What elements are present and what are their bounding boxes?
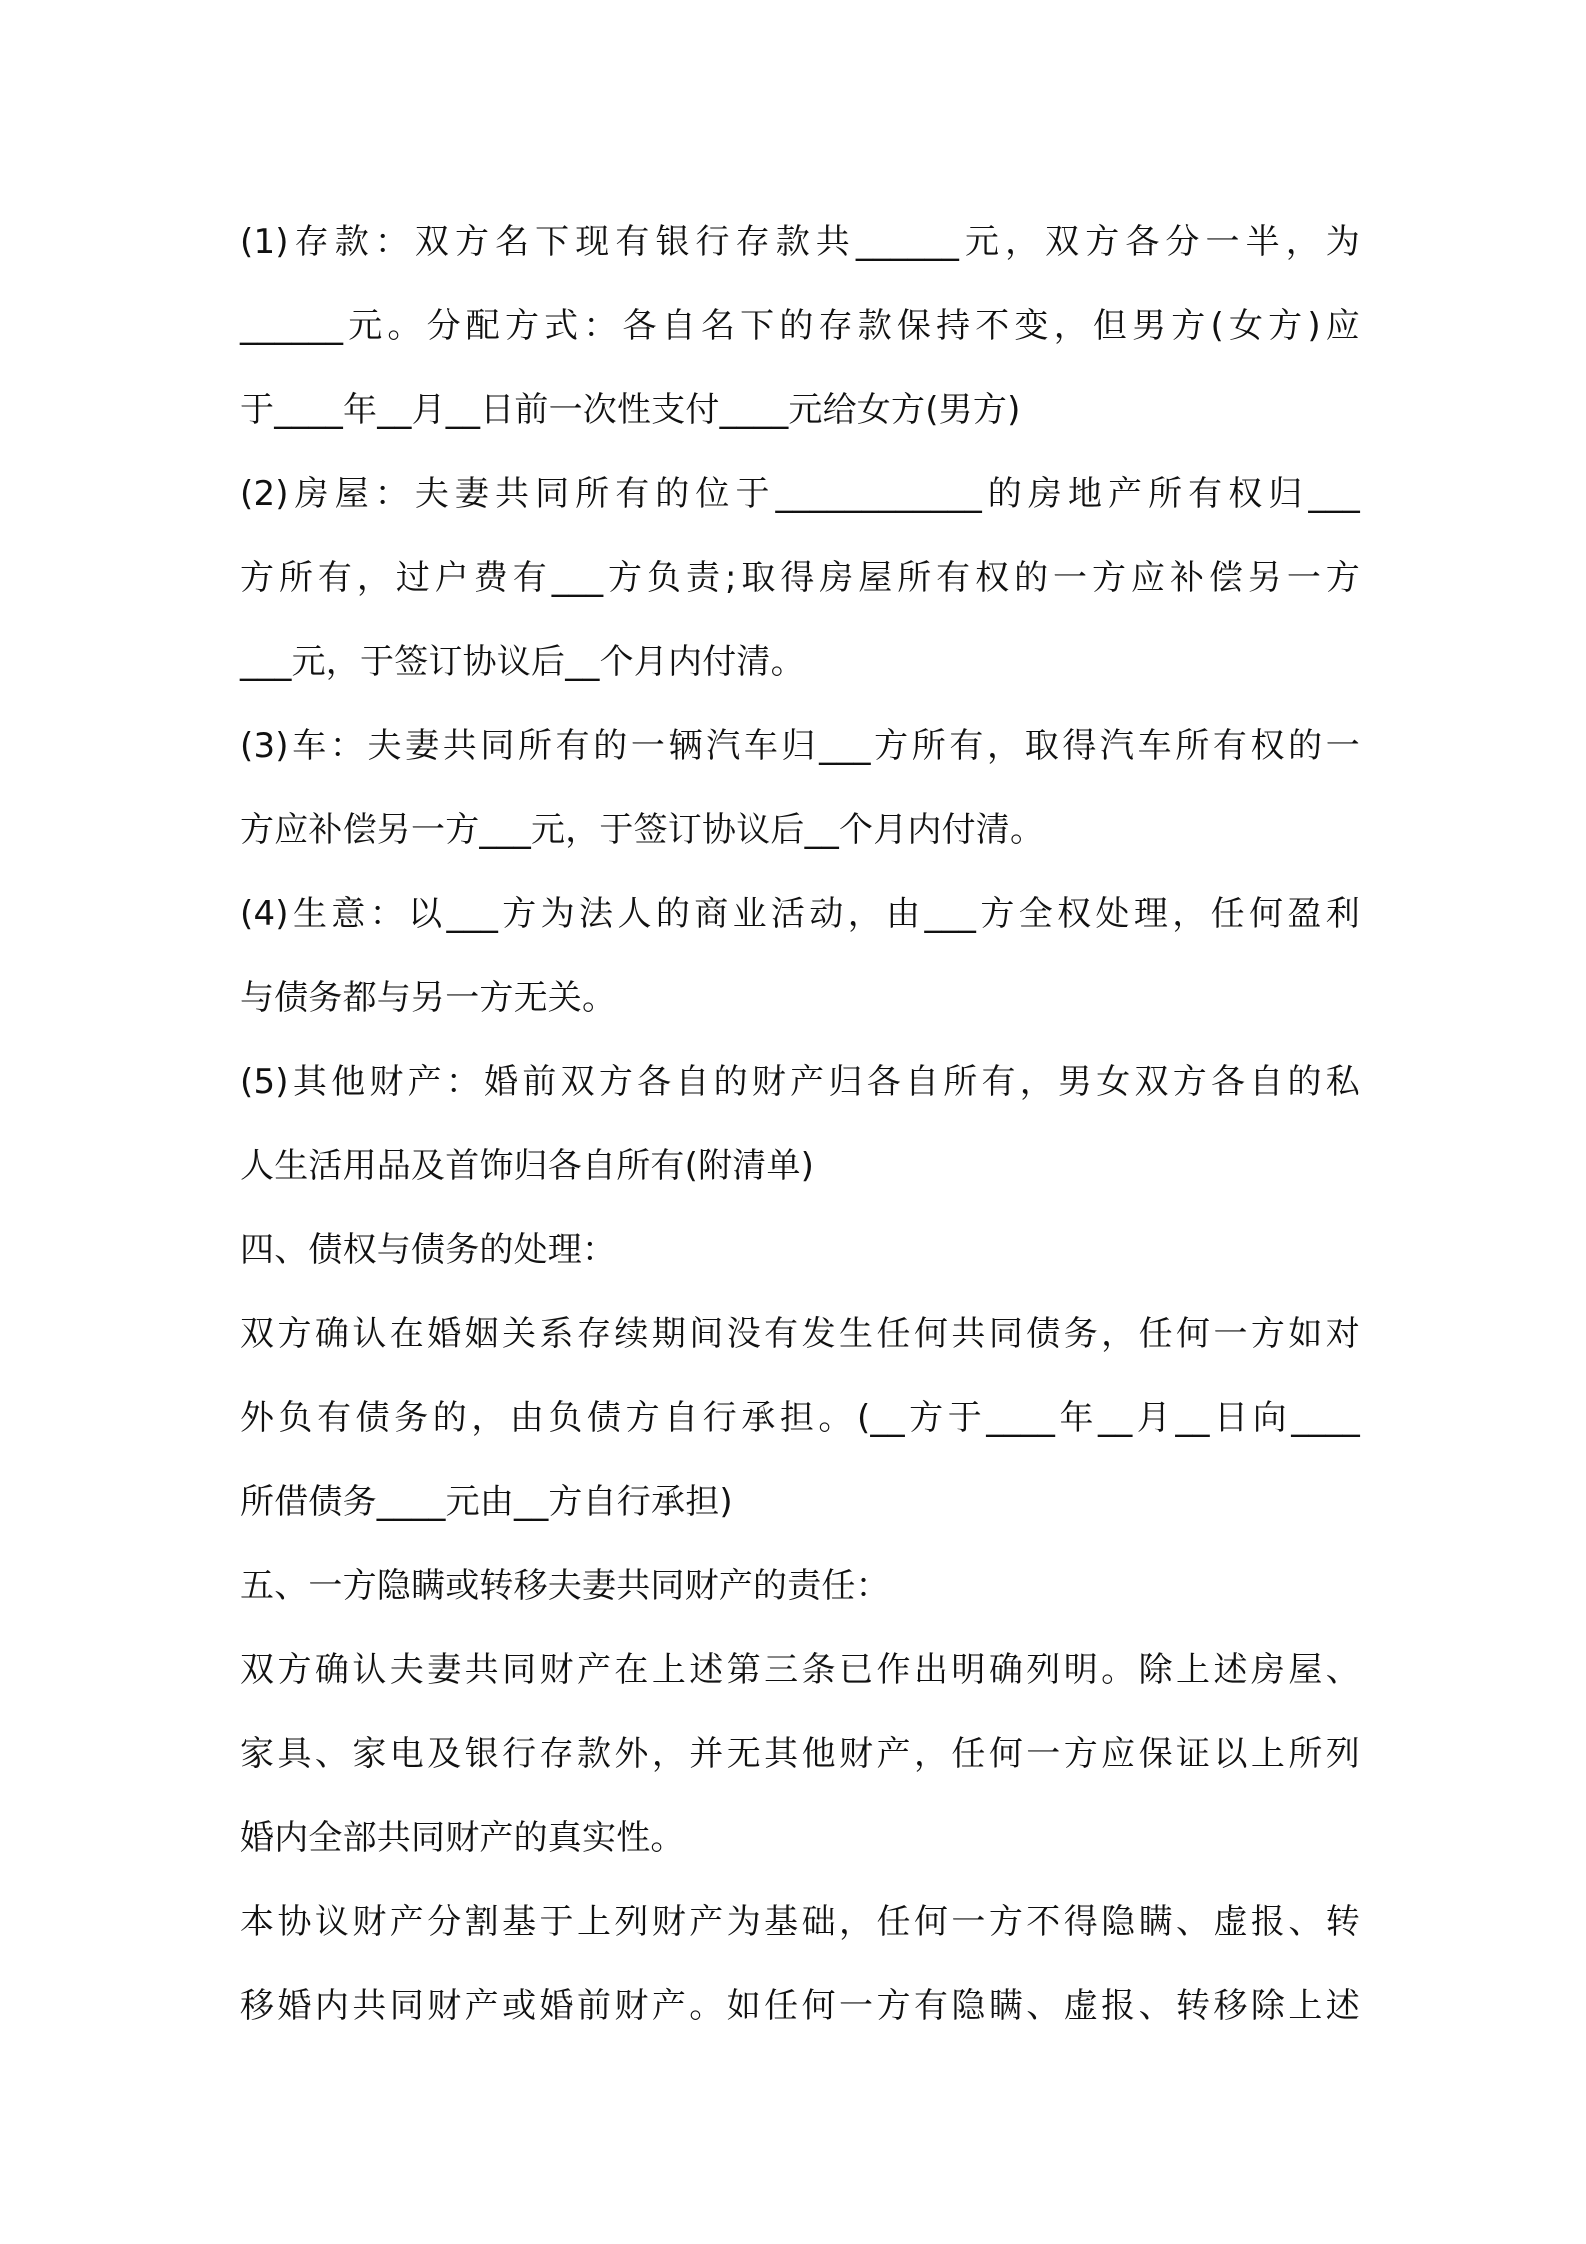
document-body [240, 200, 1360, 2048]
text-line: 婚内全部共同财产的真实性。 [240, 1818, 685, 1858]
text-line: 双方确认夫妻共同财产在上述第三条已作出明确列明。除上述房屋、 [240, 1650, 1360, 1690]
text-line: (4)生意：以___方为法人的商业活动，由___方全权处理，任何盈利 [240, 894, 1360, 934]
text-line: (2)房屋：夫妻共同所有的位于____________的房地产所有权归___ [240, 474, 1360, 514]
text-line: 移婚内共同财产或婚前财产。如任何一方有隐瞒、虚报、转移除上述 [240, 1986, 1360, 2026]
text-line: 所借债务____元由__方自行承担) [240, 1482, 733, 1522]
text-line: 外负有债务的，由负债方自行承担。(__方于____年__月__日向____ [240, 1398, 1360, 1438]
text-line: 双方确认在婚姻关系存续期间没有发生任何共同债务，任何一方如对 [240, 1314, 1360, 1354]
text-line: 与债务都与另一方无关。 [240, 978, 617, 1018]
text-line: ______元。分配方式：各自名下的存款保持不变，但男方(女方)应 [240, 306, 1360, 346]
section-heading: 五、一方隐瞒或转移夫妻共同财产的责任： [240, 1566, 890, 1606]
text-line: ___元，于签订协议后__个月内付清。 [240, 642, 805, 682]
text-line: (1)存款：双方名下现有银行存款共______元，双方各分一半，为 [240, 222, 1360, 262]
text-line: (5)其他财产：婚前双方各自的财产归各自所有，男女双方各自的私 [240, 1062, 1360, 1102]
text-line: (3)车：夫妻共同所有的一辆汽车归___方所有，取得汽车所有权的一 [240, 726, 1360, 766]
text-line: 家具、家电及银行存款外，并无其他财产，任何一方应保证以上所列 [240, 1734, 1360, 1774]
text-line: 本协议财产分割基于上列财产为基础，任何一方不得隐瞒、虚报、转 [240, 1902, 1360, 1942]
text-line: 方应补偿另一方___元，于签订协议后__个月内付清。 [240, 810, 1045, 850]
text-line: 方所有，过户费有___方负责;取得房屋所有权的一方应补偿另一方 [240, 558, 1360, 598]
section-heading: 四、债权与债务的处理： [240, 1230, 617, 1270]
text-line: 人生活用品及首饰归各自所有(附清单) [240, 1146, 815, 1186]
text-line: 于____年__月__日前一次性支付____元给女方(男方) [240, 390, 1021, 430]
